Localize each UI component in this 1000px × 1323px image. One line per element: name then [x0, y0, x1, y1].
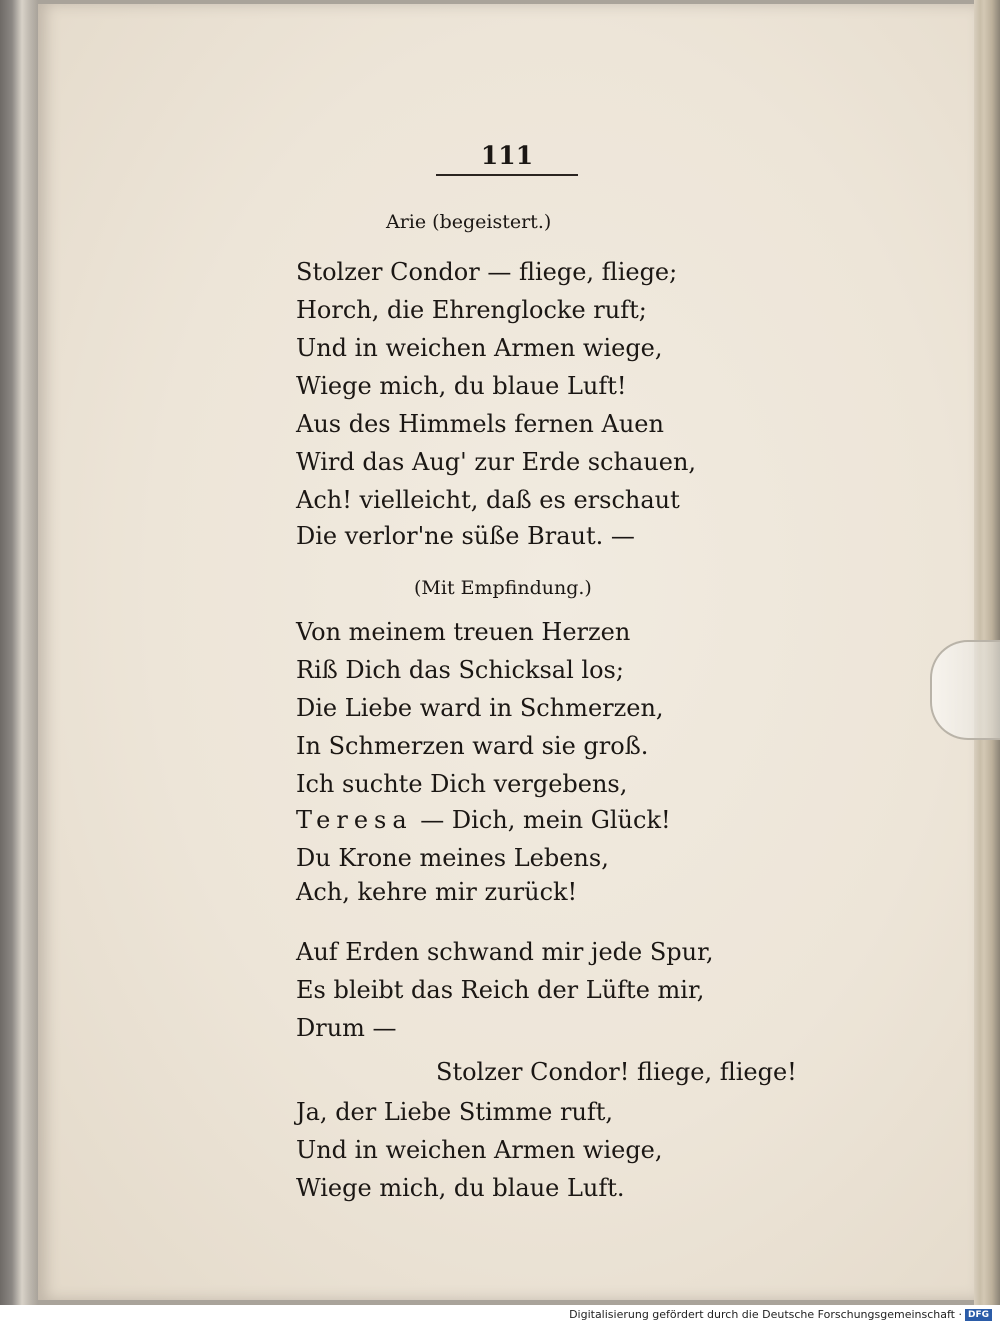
stage-direction-empfindung: (Mit Empfindung.): [414, 577, 592, 599]
verse-line: Wiege mich, du blaue Luft!: [296, 372, 627, 400]
verse-line: Und in weichen Armen wiege,: [296, 1136, 663, 1164]
verse-line: Von meinem treuen Herzen: [296, 618, 631, 646]
verse-line: Die verlor'ne süße Braut. —: [296, 522, 635, 550]
verse-line: Ich suchte Dich vergebens,: [296, 770, 628, 798]
verse-line: Wiege mich, du blaue Luft.: [296, 1174, 625, 1202]
header-rule: [436, 174, 578, 176]
verse-line-teresa: [296, 808, 671, 832]
verse-line: Es bleibt das Reich der Lüfte mir,: [296, 976, 705, 1004]
verse-line: Wird das Aug' zur Erde schauen,: [296, 448, 697, 476]
verse-line-indented: Stolzer Condor! fliege, fliege!: [436, 1058, 797, 1086]
verse-line: Ach, kehre mir zurück!: [296, 878, 578, 906]
verse-line: Auf Erden schwand mir jede Spur,: [296, 938, 714, 966]
verse-line: Ja, der Liebe Stimme ruft,: [296, 1098, 614, 1126]
page-number: 111: [480, 141, 534, 170]
credit-text: Digitalisierung gefördert durch die Deutsche Forschungsgemeinschaft ·: [569, 1308, 962, 1321]
verse-line: Ach! vielleicht, daß es erschaut: [296, 486, 680, 514]
verse-line: Stolzer Condor — fliege, fliege;: [296, 258, 678, 286]
character-name: Teresa: [296, 806, 413, 834]
verse-line: Drum —: [296, 1014, 397, 1042]
verse-line: Riß Dich das Schicksal los;: [296, 656, 624, 684]
verse-line: In Schmerzen ward sie groß.: [296, 732, 649, 760]
bookmark-tab: [930, 640, 1000, 740]
verse-line: Die Liebe ward in Schmerzen,: [296, 694, 664, 722]
stage-direction-arie: Arie (begeistert.): [386, 211, 552, 233]
verse-line: Und in weichen Armen wiege,: [296, 334, 663, 362]
verse-text: — Dich, mein Glück!: [412, 806, 671, 834]
digitization-credit: [569, 1308, 992, 1322]
dfg-logo: DFG: [965, 1309, 992, 1321]
verse-line: Aus des Himmels fernen Auen: [296, 410, 664, 438]
verse-line: Horch, die Ehrenglocke ruft;: [296, 296, 647, 324]
verse-line: Du Krone meines Lebens,: [296, 844, 609, 872]
